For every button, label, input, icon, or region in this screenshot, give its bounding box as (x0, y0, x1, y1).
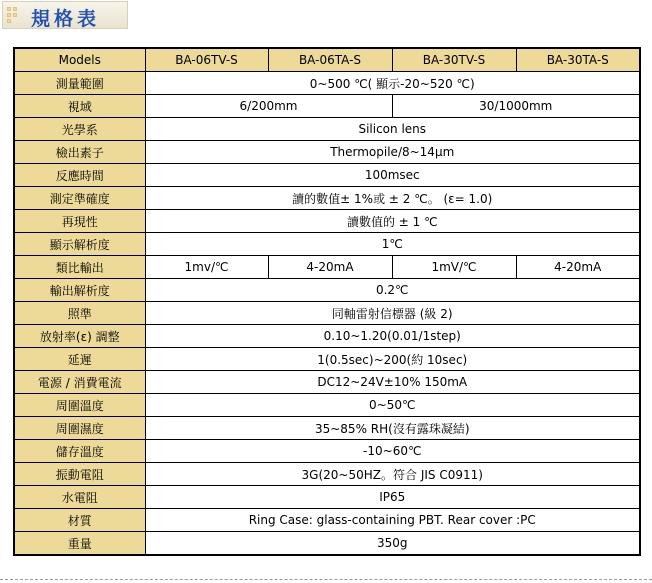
row-value: 讀數值的 ± 1 ℃ (145, 210, 640, 233)
table-row (14, 141, 640, 164)
row-value: 0~50℃ (145, 394, 640, 417)
table-row (14, 118, 640, 141)
table-row (14, 417, 640, 440)
row-label: 材質 (14, 509, 145, 532)
row-value: -10~60℃ (145, 440, 640, 463)
row-value: DC12~24V±10% 150mA (145, 371, 640, 394)
table-header-row (14, 48, 640, 72)
row-value: 3G(20~50HZ。符合 JIS C0911) (145, 463, 640, 486)
table-row (14, 233, 640, 256)
dot-grid-icon (7, 7, 23, 23)
row-value: 30/1000mm (392, 95, 640, 118)
row-value: 35~85% RH(沒有露珠凝結) (145, 417, 640, 440)
table-row (14, 486, 640, 509)
row-label: 水電阻 (14, 486, 145, 509)
table-row (14, 256, 640, 279)
table-row (14, 279, 640, 302)
table-row (14, 463, 640, 486)
row-label: 顯示解析度 (14, 233, 145, 256)
models-header-label: Models (14, 48, 145, 72)
row-value: 1mv/℃ (145, 256, 268, 279)
table-row (14, 72, 640, 95)
table-row (14, 325, 640, 348)
model-name: BA-30TV-S (392, 48, 516, 72)
row-label: 電源 / 消費電流 (14, 371, 145, 394)
row-label: 振動電阻 (14, 463, 145, 486)
row-value: 0.2℃ (145, 279, 640, 302)
model-name: BA-06TA-S (268, 48, 392, 72)
row-value: Thermopile/8~14μm (145, 141, 640, 164)
row-label: 視域 (14, 95, 145, 118)
row-label: 周圍濕度 (14, 417, 145, 440)
row-label: 反應時間 (14, 164, 145, 187)
row-label: 檢出素子 (14, 141, 145, 164)
table-row (14, 394, 640, 417)
row-value: 350g (145, 532, 640, 556)
table-row (14, 348, 640, 371)
row-label: 重量 (14, 532, 145, 556)
row-value: 1℃ (145, 233, 640, 256)
table-row (14, 532, 640, 556)
row-value: 0.10~1.20(0.01/1step) (145, 325, 640, 348)
row-label: 儲存溫度 (14, 440, 145, 463)
row-label: 照準 (14, 302, 145, 325)
row-label: 類比輸出 (14, 256, 145, 279)
row-label: 周圍溫度 (14, 394, 145, 417)
row-value: Silicon lens (145, 118, 640, 141)
row-label: 測量範圍 (14, 72, 145, 95)
row-value: 同軸雷射信標器 (級 2) (145, 302, 640, 325)
row-label: 輸出解析度 (14, 279, 145, 302)
table-row (14, 509, 640, 532)
row-label: 延遲 (14, 348, 145, 371)
row-value: 讀的數值± 1%或 ± 2 ℃。 (ε= 1.0) (145, 187, 640, 210)
row-value: 100msec (145, 164, 640, 187)
spec-table (13, 47, 641, 556)
section-title: 規格表 (31, 8, 101, 30)
table-row (14, 440, 640, 463)
row-label: 測定準確度 (14, 187, 145, 210)
row-value: 1(0.5sec)~200(約 10sec) (145, 348, 640, 371)
table-row (14, 210, 640, 233)
row-label: 光學系 (14, 118, 145, 141)
page-divider (0, 579, 652, 580)
table-row (14, 302, 640, 325)
model-name: BA-06TV-S (145, 48, 268, 72)
row-value: 4-20mA (516, 256, 640, 279)
row-label: 再現性 (14, 210, 145, 233)
row-value: Ring Case: glass-containing PBT. Rear cover :PC (145, 509, 640, 532)
table-row (14, 371, 640, 394)
section-title-banner (2, 1, 128, 29)
row-value: 0~500 ℃( 顯示-20~520 ℃) (145, 72, 640, 95)
model-name: BA-30TA-S (516, 48, 640, 72)
row-label: 放射率(ε) 調整 (14, 325, 145, 348)
row-value: 1mV/℃ (392, 256, 516, 279)
table-row (14, 95, 640, 118)
row-value: IP65 (145, 486, 640, 509)
table-row (14, 164, 640, 187)
row-value: 6/200mm (145, 95, 392, 118)
table-row (14, 187, 640, 210)
row-value: 4-20mA (268, 256, 392, 279)
